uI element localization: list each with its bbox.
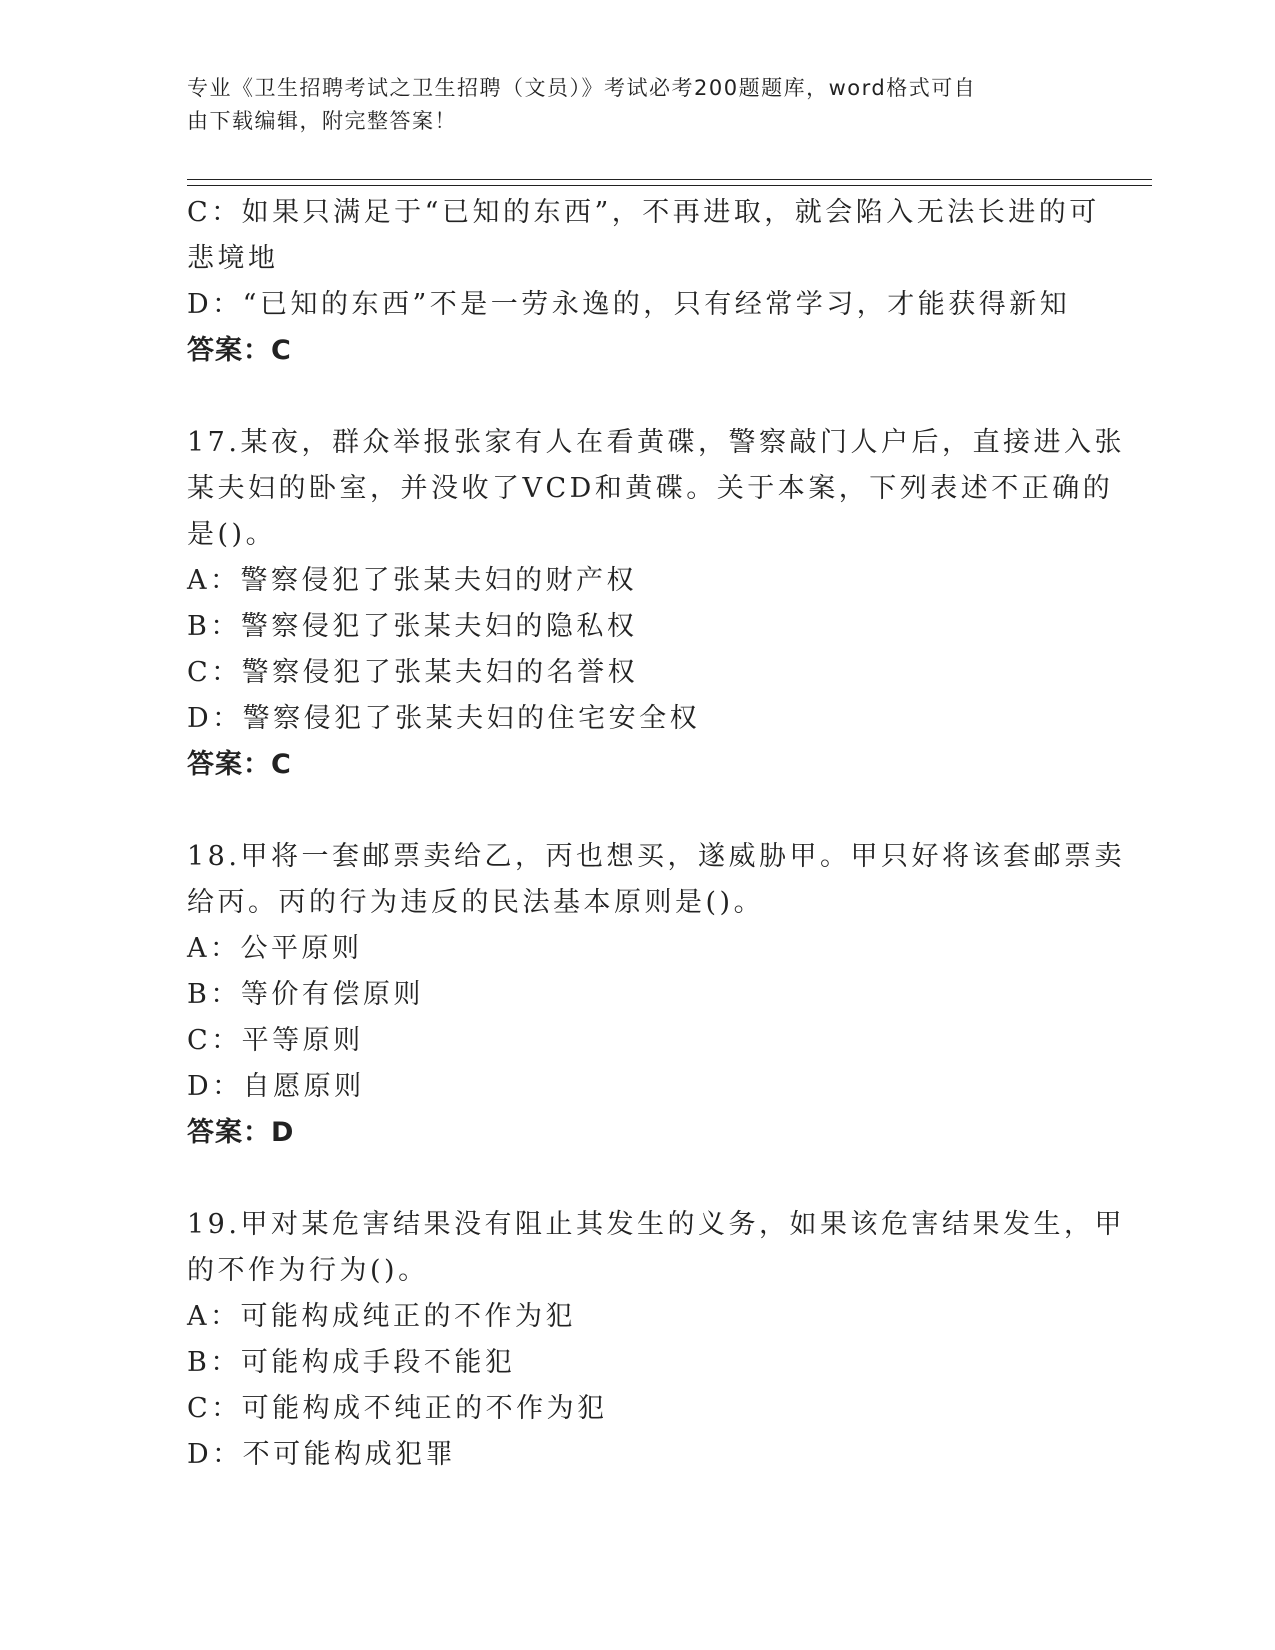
option-d: D：“已知的东西”不是一劳永逸的，只有经常学习，才能获得新知	[187, 289, 1071, 320]
spacer	[187, 374, 1087, 420]
question-content	[187, 190, 1125, 1478]
header-rule-bottom	[187, 185, 1152, 186]
header-line-1: 专业《卫生招聘考试之卫生招聘（文员）》考试必考200题题库，word格式可自	[187, 76, 977, 100]
answer: 答案：D	[187, 1117, 295, 1148]
option-d: D：警察侵犯了张某夫妇的住宅安全权	[187, 703, 701, 734]
question-stem: 17.某夜，群众举报张家有人在看黄碟，警察敲门人户后，直接进入张	[187, 427, 1125, 458]
question-stem: 19.甲对某危害结果没有阻止其发生的义务，如果该危害结果发生，甲	[187, 1209, 1125, 1240]
answer: 答案：C	[187, 335, 292, 366]
option-d: D：自愿原则	[187, 1071, 365, 1102]
answer: 答案：C	[187, 749, 292, 780]
option-c: C：平等原则	[187, 1025, 364, 1056]
option-a: A：警察侵犯了张某夫妇的财产权	[187, 565, 637, 596]
option-a: A：可能构成纯正的不作为犯	[187, 1301, 576, 1332]
question-17	[187, 420, 1125, 788]
option-d: D：不可能构成犯罪	[187, 1439, 457, 1470]
option-b: B：可能构成手段不能犯	[187, 1347, 516, 1378]
question-stem-continued: 的不作为行为()。	[187, 1255, 429, 1286]
option-c: C：可能构成不纯正的不作为犯	[187, 1393, 608, 1424]
spacer	[187, 788, 1087, 834]
option-b: B：等价有偿原则	[187, 979, 424, 1010]
question-18	[187, 834, 1125, 1156]
header-line-2: 由下载编辑，附完整答案！	[187, 109, 457, 133]
question-stem-continued: 是()。	[187, 519, 277, 550]
question-stem-continued: 某夫妇的卧室，并没收了VCD和黄碟。关于本案，下列表述不正确的	[187, 473, 1114, 504]
option-c: C：如果只满足于“已知的东西”，不再进取，就会陷入无法长进的可	[187, 197, 1100, 228]
prev-question	[187, 190, 1100, 374]
option-b: B：警察侵犯了张某夫妇的隐私权	[187, 611, 638, 642]
document-header	[187, 72, 1067, 138]
question-19	[187, 1202, 1125, 1478]
question-stem-continued: 给丙。丙的行为违反的民法基本原则是()。	[187, 887, 765, 918]
question-stem: 18.甲将一套邮票卖给乙，丙也想买，遂威胁甲。甲只好将该套邮票卖	[187, 841, 1125, 872]
spacer	[187, 1156, 1087, 1202]
option-c-continued: 悲境地	[187, 243, 279, 274]
header-rule-top	[187, 179, 1152, 180]
option-c: C：警察侵犯了张某夫妇的名誉权	[187, 657, 639, 688]
option-a: A：公平原则	[187, 933, 363, 964]
